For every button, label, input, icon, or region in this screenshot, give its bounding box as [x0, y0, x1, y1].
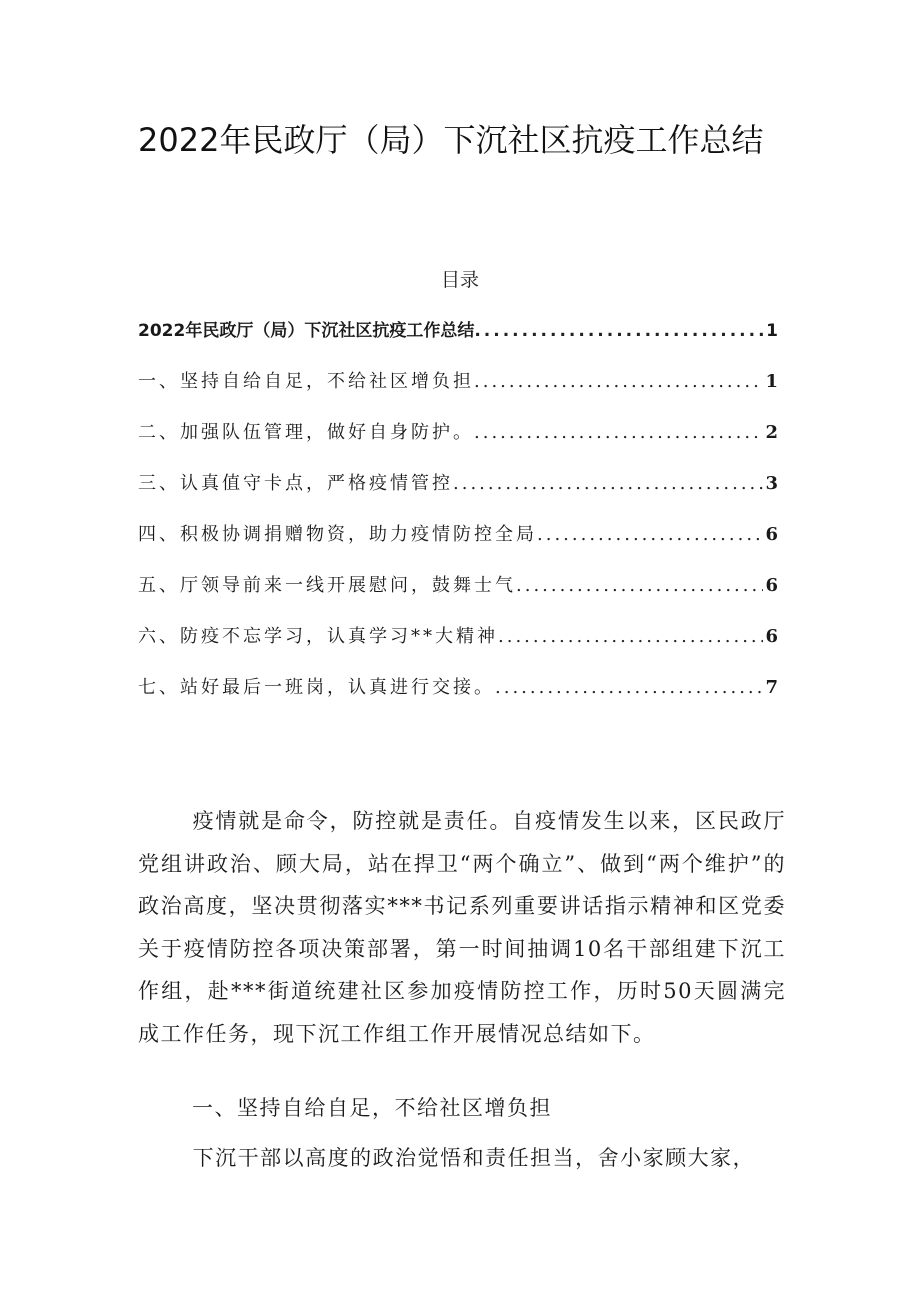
toc-entry-label: 七、站好最后一班岗，认真进行交接。	[138, 677, 495, 698]
toc-leader-dots	[453, 469, 763, 499]
toc-leader-dots	[495, 673, 763, 703]
intro-paragraph: 疫情就是命令，防控就是责任。自疫情发生以来，区民政厅党组讲政治、顾大局，站在捍卫“两个确立”、做到“两个维护”的政治高度，坚决贯彻落实***书记系列重要讲话指示精神和区党委关于疫情防控各项决策部署，第一时间抽调10名干部组建下沉工作组，赴***街道统建社区参加疫情防控工作，历时50天圆满完成工作任务，现下沉工作组工作开展情况总结如下。	[138, 809, 786, 1046]
toc-leader-dots	[516, 571, 763, 601]
table-of-contents	[138, 316, 778, 724]
section-heading: 一、坚持自给自足，不给社区增负担	[192, 1096, 552, 1120]
toc-leader-dots	[474, 316, 764, 346]
toc-entry[interactable]	[138, 622, 778, 673]
toc-entry[interactable]	[138, 520, 778, 571]
toc-entry[interactable]	[138, 571, 778, 622]
toc-entry[interactable]	[138, 316, 778, 367]
toc-leader-dots	[498, 622, 763, 652]
toc-entry-label: 四、积极协调捐赠物资，助力疫情防控全局	[138, 524, 537, 545]
toc-entry[interactable]	[138, 367, 778, 418]
toc-entry-label: 六、防疫不忘学习，认真学习**大精神	[138, 626, 498, 647]
document-title: 2022年民政厅（局）下沉社区抗疫工作总结	[138, 121, 764, 159]
toc-entry-page: 3	[765, 473, 778, 494]
toc-leader-dots	[474, 418, 763, 448]
section-paragraph: 下沉干部以高度的政治觉悟和责任担当，舍小家顾大家，	[192, 1146, 756, 1170]
toc-entry[interactable]	[138, 673, 778, 724]
toc-entry-label: 三、认真值守卡点，严格疫情管控	[138, 473, 453, 494]
toc-entry-page: 1	[766, 321, 778, 341]
toc-entry-page: 6	[765, 524, 778, 545]
toc-leader-dots	[537, 520, 763, 550]
toc-entry-page: 6	[765, 626, 778, 647]
toc-entry[interactable]	[138, 469, 778, 520]
toc-entry-label: 一、坚持自给自足，不给社区增负担	[138, 371, 474, 392]
toc-entry-page: 6	[765, 575, 778, 596]
toc-entry-page: 1	[765, 371, 778, 392]
toc-entry[interactable]	[138, 418, 778, 469]
toc-entry-label: 2022年民政厅（局）下沉社区抗疫工作总结	[138, 321, 475, 341]
toc-entry-label: 二、加强队伍管理，做好自身防护。	[138, 422, 474, 443]
toc-entry-page: 2	[765, 422, 778, 443]
toc-entry-page: 7	[765, 677, 778, 698]
toc-leader-dots	[474, 367, 763, 397]
toc-entry-label: 五、厅领导前来一线开展慰问，鼓舞士气	[138, 575, 516, 596]
toc-heading: 目录	[440, 269, 479, 291]
